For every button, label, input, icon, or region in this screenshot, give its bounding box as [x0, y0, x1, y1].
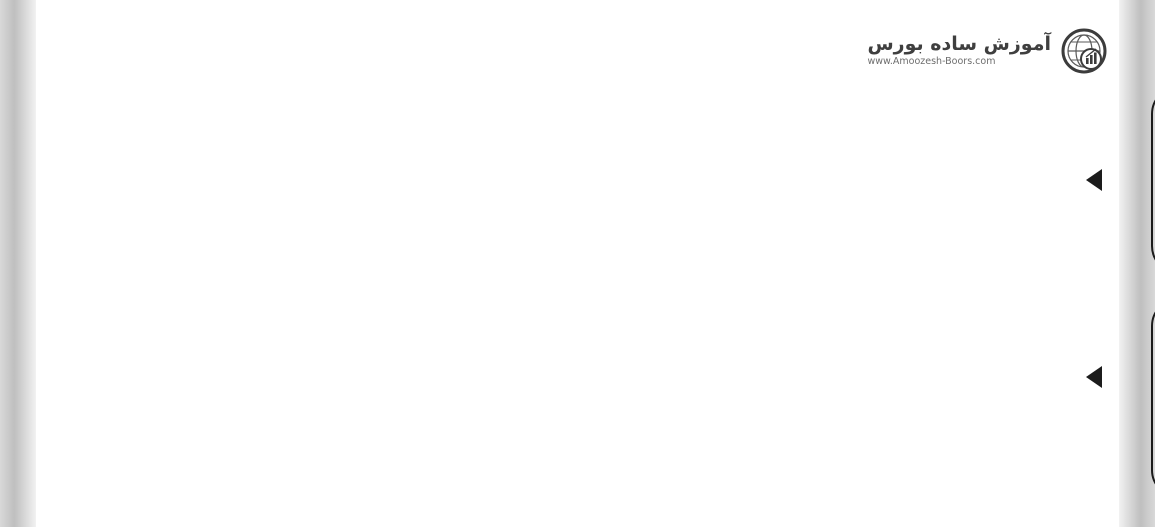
brand-title: آموزش ساده بورس [867, 33, 1051, 56]
arrow-left-marker-icon-2 [1086, 366, 1102, 388]
brand-url: www.Amoozesh-Boors.com [867, 56, 996, 68]
callout-outline-1 [1151, 86, 1155, 274]
brand-logo [867, 28, 1107, 74]
infographic-canvas [36, 0, 1119, 527]
page-edge-left [0, 0, 36, 527]
arrow-left-marker-icon-1 [1086, 169, 1102, 191]
brand-text [867, 34, 1051, 67]
callout-outline-2 [1151, 298, 1155, 498]
page-edge-right [1119, 0, 1155, 527]
globe-chart-logo-icon [1061, 28, 1107, 74]
